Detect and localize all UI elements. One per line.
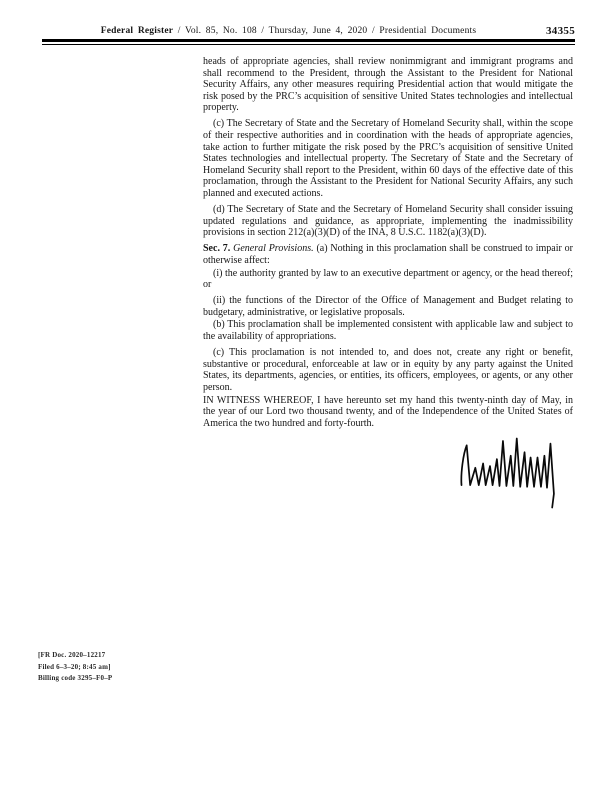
paragraph-sec6-c: (c) The Secretary of State and the Secretary of Homeland Security shall, within the scope of their respective authorities and in coordination with the heads of appropriate agencies, take action to further mitigate the risk posed by the PRC’s acquisition of sensitive United States technologies and intellectual property. The Secretary of State and the Secretary of Homeland Security shall report to the President, within 60 days of the effective date of this proclamation, through the Assistant to the President for National Security Affairs, any such planned and executed actions. <box>203 118 573 200</box>
citation-text: / Vol. 85, No. 108 / Thursday, June 4, 2020 / Presidential Documents <box>177 26 477 36</box>
header-rule-thick <box>42 39 575 42</box>
header-rule-thin <box>42 44 575 45</box>
sec7-label: Sec. 7. <box>203 243 231 255</box>
sec7-text: (a) Nothing in this proclamation shall be construed to impair or otherwise affect: <box>203 243 573 266</box>
header-citation <box>42 26 575 36</box>
paragraph-sec7-ii: (ii) the functions of the Director of the Office of Management and Budget relating to budgetary, administrative, or legislative proposals. <box>203 295 573 318</box>
page-header <box>42 26 575 45</box>
filed-line: Filed 6–3–20; 8:45 am] <box>38 662 111 671</box>
sec7-title: General Provisions. <box>233 243 314 255</box>
paragraph-sec7-i: (i) the authority granted by law to an executive department or agency, or the head thereof; or <box>203 267 573 291</box>
paragraph-sec7-b: (b) This proclamation shall be implemented consistent with applicable law and subject to the availability of appropriations. <box>203 319 573 343</box>
paragraph-sec7 <box>203 243 573 266</box>
paragraph-sec6-d: (d) The Secretary of State and the Secretary of Homeland Security shall consider issuing updated regulations and guidance, as appropriate, implementing the inadmissibility provisions in section 212(a)(3)(D) of the INA, 8 U.S.C. 1182(a)(3)(D). <box>203 204 573 239</box>
filing-footer <box>38 650 112 685</box>
paragraph-witness: IN WITNESS WHEREOF, I have hereunto set my hand this twenty-ninth day of May, in the year of our Lord two thousand twenty, and of the Independence of the United States of America the two hundred and forty-fourth. <box>203 394 573 429</box>
paragraph-sec7-c: (c) This proclamation is not intended to, and does not, create any right or benefit, substantive or procedural, enforceable at law or in equity by any party against the United States, its departments, agencies, or entities, its officers, employees, or agents, or any other person. <box>203 347 573 393</box>
signature-block <box>203 435 573 511</box>
page-number: 34355 <box>546 25 575 37</box>
billing-code-line: Billing code 3295–F0–P <box>38 674 113 682</box>
paragraph-continuation: heads of appropriate agencies, shall review nonimmigrant and immigrant programs and shall recommend to the President, through the Assistant to the President for National Security Affairs, any other measures requiring Presidential action that would mitigate the risk posed by the PRC’s acquisition of sensitive United States technologies and intellectual property. <box>203 56 573 114</box>
presidential-signature-icon <box>457 435 561 511</box>
journal-title: Federal Register <box>100 26 174 36</box>
fr-doc-line: [FR Doc. 2020–12217 <box>38 651 106 659</box>
document-body <box>203 56 573 511</box>
